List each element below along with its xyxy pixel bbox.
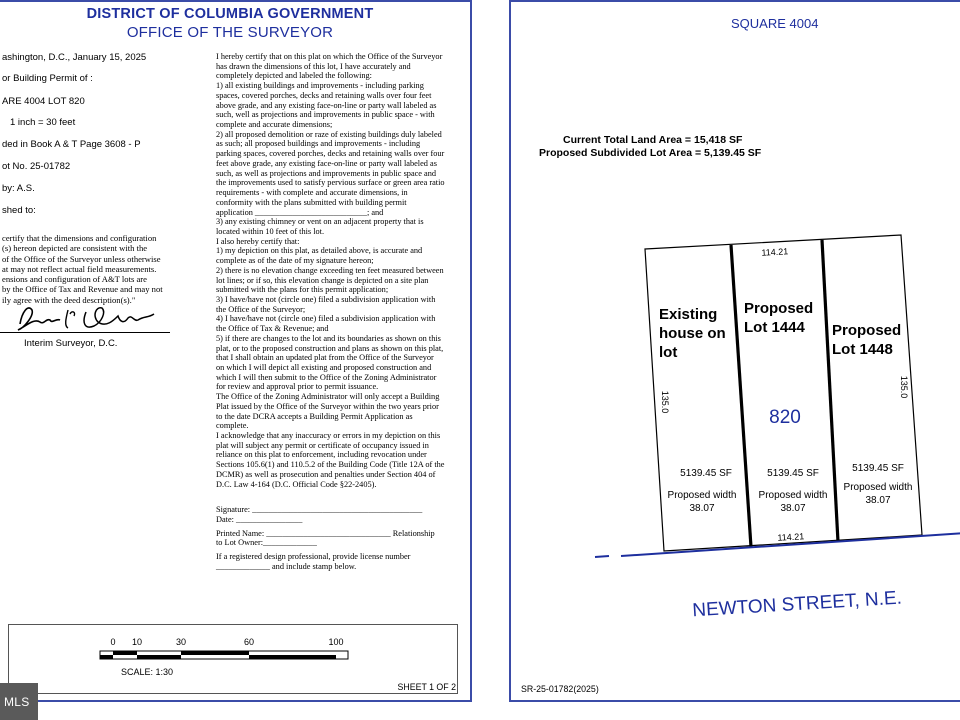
certification-line: for review and approval prior to permit issuance. <box>216 382 379 392</box>
certification-line: 2) there is no elevation change exceeding ten feet measured between <box>216 265 444 275</box>
printed-name-field: Printed Name: ______________________________ Relationship <box>216 528 435 538</box>
surveyor-certificate <box>0 233 178 305</box>
lot-1448-label: Lot 1448 <box>832 341 893 358</box>
certification-line: application ___________________________; and <box>216 207 384 217</box>
certification-line: complete. <box>216 421 249 431</box>
certification-line: lot lines; or if so, this elevation change is depicted on a site plan <box>216 275 429 285</box>
certificate-line: ily agree with the deed description(s)." <box>2 294 136 305</box>
plat-number: ot No. 25-01782 <box>2 161 71 172</box>
certification-line: complete and accurate dimensions; <box>216 120 333 130</box>
street-name: NEWTON STREET, N.E. <box>691 587 903 622</box>
lot-1448-label: Proposed <box>832 322 902 339</box>
certification-line: such, as well as projections and improvements in public space and <box>216 168 437 178</box>
certification-line: such, well as projections and improvements in public space - with <box>216 110 435 120</box>
certification-line: The Office of the Zoning Administrator will only accept a Building <box>216 392 440 402</box>
certification-line: I hereby certify that on this plat on which the Office of the Surveyor <box>216 52 443 61</box>
certification-line: 2) all proposed demolition or raze of existing buildings duly labeled <box>216 129 442 139</box>
surveyor-signature <box>0 300 168 336</box>
mls-badge-text: MLS <box>4 695 30 709</box>
certification-line: 3) any existing chimney or vent on an adjacent property that is <box>216 217 424 227</box>
scale-label: SCALE: 1:30 <box>120 667 174 677</box>
current-land-area: Current Total Land Area = 15,418 SF <box>563 134 743 146</box>
certification-line: above grade, and any existing face-on-line or party wall labeled as <box>216 100 437 110</box>
surveyor-title: Interim Surveyor, D.C. <box>24 338 118 349</box>
width-value-existing: 38.07 <box>689 503 715 514</box>
certification-line: plat will subject any permit or certificate of occupancy issued in <box>216 440 429 450</box>
certification-line: that I shall obtain an updated plat from the Office of the Surveyor <box>216 353 434 363</box>
certification-line: plat, or to the proposed construction and plans as shown on this plat, <box>216 343 444 353</box>
scale-ratio: 1 inch = 30 feet <box>10 117 76 128</box>
lot-area-existing: 5139.45 SF <box>680 468 732 479</box>
certification-line: DCMR) as well as prosecution and penalties under Section 404 of <box>216 469 436 479</box>
lot-plat-drawing <box>511 2 960 702</box>
width-value-1444: 38.07 <box>780 503 806 514</box>
certificate-line: by the Office of Tax and Revenue and may not <box>2 284 163 295</box>
certification-line: has drawn the dimensions of this lot, I have accurately and <box>216 61 411 71</box>
certification-line: I acknowledge that any inaccuracy or errors in my depiction on this <box>216 431 441 441</box>
sheet-number: SHEET 1 OF 2 <box>397 682 456 692</box>
scale-tick-label: 100 <box>328 637 344 647</box>
survey-request-number: SR-25-01782(2025) <box>521 684 599 694</box>
bottom-dimension: 114.21 <box>777 531 805 543</box>
certification-line: parking spaces, covered porches, decks and retaining walls over four <box>216 149 445 159</box>
top-dimension: 114.21 <box>761 246 789 258</box>
permit-label: or Building Permit of : <box>2 73 93 84</box>
certificate-line: at may not reflect actual field measurements. <box>2 263 157 274</box>
division-line-1 <box>731 245 751 547</box>
certification-line: as such; all proposed buildings and improvements - including <box>216 139 421 149</box>
left-side-dimension: 135.0 <box>660 390 670 414</box>
lot-number: 820 <box>769 407 801 428</box>
office-title: OFFICE OF THE SURVEYOR <box>126 24 334 41</box>
plat-date: ashington, D.C., January 15, 2025 <box>2 52 147 63</box>
certification-line: submitted with the plans for this permit application; <box>216 285 389 295</box>
proposed-lot-area: Proposed Subdivided Lot Area = 5,139.45 SF <box>539 147 762 159</box>
right-side-dimension: 135.0 <box>899 375 909 399</box>
square-title: SQUARE 4004 <box>731 16 819 31</box>
certification-line: the Office of Tax & Revenue; and <box>216 324 329 334</box>
width-label-existing: Proposed width <box>667 490 737 501</box>
certification-line: to the date DCRA accepts a Building Permit Application as <box>216 411 413 421</box>
certificate-line: of the Office of the Surveyor unless otherwise <box>2 253 161 264</box>
certification-line: 1) my depiction on this plat, as detailed above, is accurate and <box>216 246 423 256</box>
width-label-1448: Proposed width <box>843 482 913 493</box>
owner-signature-block <box>216 505 466 572</box>
signature-field: Signature: _________________________________________ <box>216 505 423 514</box>
date-field: Date: ________________ <box>216 514 303 524</box>
signature-line <box>0 332 170 333</box>
certification-line: which I will then submit to the Office of the Zoning Administrator <box>216 372 437 382</box>
certification-line: 3) I have/have not (circle one) filed a subdivision application with <box>216 294 436 304</box>
lot-area-1448: 5139.45 SF <box>852 463 904 474</box>
certificate-line: certify that the dimensions and configuration <box>2 233 157 243</box>
street-line-dash <box>595 556 609 557</box>
certification-text <box>216 52 466 489</box>
scale-bar-box <box>8 624 458 694</box>
certification-line: Plat issued by the Office of the Surveyor within the two years prior <box>216 401 439 411</box>
certification-line: I also hereby certify that: <box>216 236 300 246</box>
certification-line: the Office of the Surveyor; <box>216 304 306 314</box>
left-plat-sheet <box>0 0 472 702</box>
drawn-by: by: A.S. <box>2 183 35 194</box>
certification-line: spaces, covered porches, decks and retaining walls over four feet <box>216 90 432 100</box>
recorded-book: ded in Book A & T Page 3608 - P <box>2 139 141 150</box>
certification-line: 1) all existing buildings and improvements - including parking <box>216 81 424 91</box>
mls-watermark-badge <box>0 683 38 720</box>
certification-line: 4) I have/have not (circle one) filed a subdivision application with <box>216 314 436 324</box>
square-lot-label: ARE 4004 LOT 820 <box>2 96 85 107</box>
certification-line: conformity with the plans submitted with building permit <box>216 197 407 207</box>
government-title: DISTRICT OF COLUMBIA GOVERNMENT <box>86 6 374 22</box>
existing-house-label: house on <box>659 325 726 342</box>
license-text-2: _____________ and include stamp below. <box>216 561 357 571</box>
certification-line: reliance on this plat to enforcement, including revocation under <box>216 450 427 460</box>
lot-1444-label: Proposed <box>744 300 814 317</box>
scale-tick-label: 10 <box>131 637 143 647</box>
width-value-1448: 38.07 <box>865 495 891 506</box>
certification-line: Sections 105.6(1) and 110.5.2 of the Building Code (Title 12A of the <box>216 460 445 470</box>
width-label-1444: Proposed width <box>758 490 828 501</box>
scale-bar <box>9 625 459 695</box>
certification-line: requirements - with complete and accurate dimensions, in <box>216 188 408 198</box>
certification-line: on which I will depict all existing and proposed construction and <box>216 363 432 372</box>
lot-area-1444: 5139.45 SF <box>767 468 819 479</box>
scale-tick-label: 30 <box>175 637 187 647</box>
certificate-line: (s) hereon depicted are consistent with the <box>2 243 148 254</box>
certification-line: complete as of the date of my signature hereon; <box>216 256 374 266</box>
furnished-to: shed to: <box>2 205 36 216</box>
lot-owner-field: to Lot Owner:_____________ <box>216 538 317 548</box>
lot-1444-label: Lot 1444 <box>744 319 805 336</box>
right-plat-sheet <box>509 0 960 702</box>
certification-line: feet above grade, any existing face-on-line or party wall labeled as <box>216 158 437 168</box>
certification-line: D.C. Law 4-164 (D.C. Official Code §22-2405). <box>216 479 377 489</box>
certification-line: the improvements used to satisfy pervious surface or green area ratio <box>216 178 445 188</box>
existing-house-label: lot <box>659 344 678 361</box>
certification-line: located within 10 feet of this lot. <box>216 226 325 236</box>
license-text: If a registered design professional, provide license number <box>216 552 411 562</box>
certificate-line: ensions and configuration of A&T lots are <box>2 274 147 285</box>
certification-line: completely depicted and labeled the following: <box>216 71 372 81</box>
scale-tick-label: 60 <box>243 637 255 647</box>
scale-tick-label: 0 <box>110 637 116 647</box>
certification-line: 5) if there are changes to the lot and its boundaries as shown on this <box>216 333 441 343</box>
existing-house-label: Existing <box>659 306 718 323</box>
